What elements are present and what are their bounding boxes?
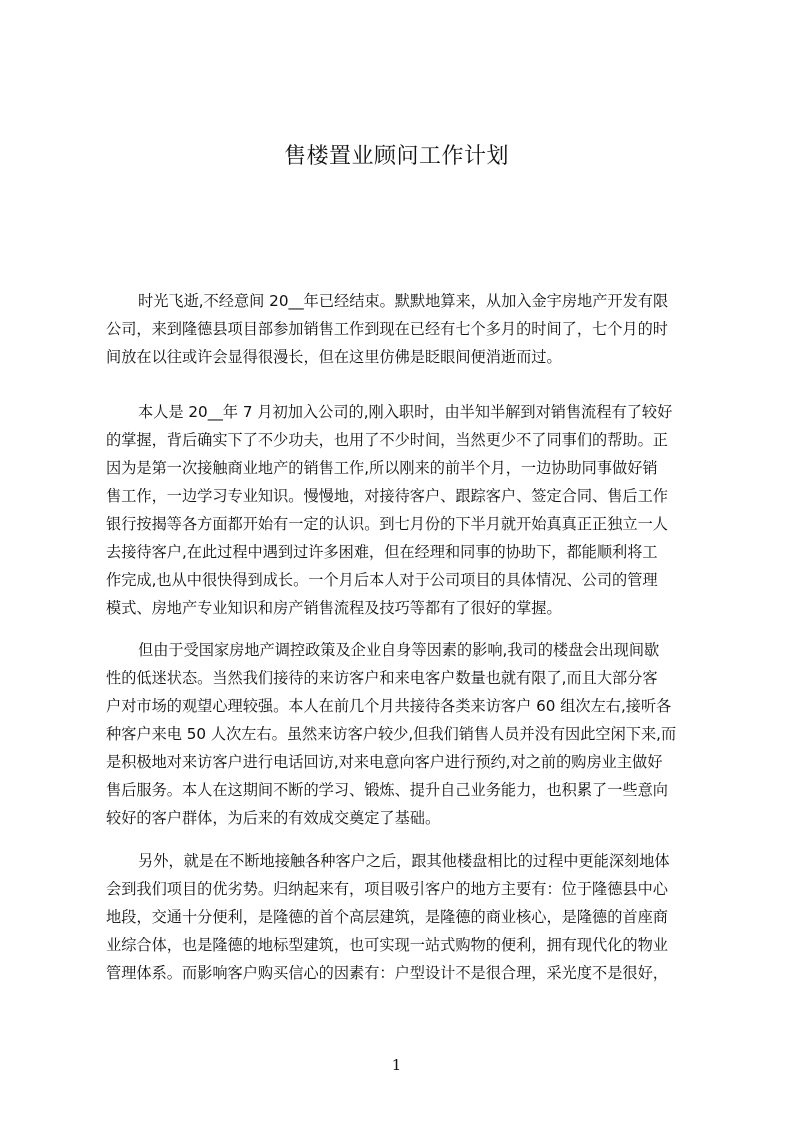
text-line: 会到我们项目的优劣势。归纳起来有，项目吸引客户的地方主要有：位于隆德县中心 [106, 880, 668, 898]
text-line: 间放在以往或许会显得很漫长，但在这里仿佛是眨眼间便消逝而过。 [106, 348, 562, 366]
text-line: 是积极地对来访客户进行电话回访,对来电意向客户进行预约,对之前的购房业主做好 [106, 753, 663, 771]
text-line: 种客户来电 50 人次左右。虽然来访客户较少,但我们销售人员并没有因此空闲下来,而 [106, 725, 677, 743]
text-line: 公司，来到隆德县项目部参加销售工作到现在已经有七个多月的时间了，七个月的时 [106, 320, 668, 338]
text-line: 性的低迷状态。当然我们接待的来访客户和来电客户数量也就有限了,而且大部分客 [106, 669, 658, 687]
text-line: 另外，就是在不断地接触各种客户之后，跟其他楼盘相比的过程中更能深刻地体 [138, 852, 670, 870]
document-title: 售楼置业顾问工作计划 [283, 144, 509, 169]
text-line: 作完成,也从中很快得到成长。一个月后本人对于公司项目的具体情况、公司的管理 [106, 571, 658, 589]
text-line: 业综合体，也是隆德的地标型建筑，也可实现一站式购物的便利，拥有现代化的物业 [106, 936, 668, 954]
text-line: 去接待客户,在此过程中遇到过许多困难，但在经理和同事的协助下，都能顺利将工 [106, 543, 658, 561]
text-line: 较好的客户群体，为后来的有效成交奠定了基础。 [106, 809, 441, 827]
text-line: 时光飞逝,不经意间 20__年已经结束。默默地算来，从加入金宇房地产开发有限 [138, 292, 669, 310]
text-line: 户对市场的观望心理较强。本人在前几个月共接待各类来访客户 60 组次左右,接听各 [106, 697, 672, 715]
page-number: 1 [391, 1056, 402, 1074]
text-line: 模式、房地产专业知识和房产销售流程及技巧等都有了很好的掌握。 [106, 599, 562, 617]
text-line: 售工作，一边学习专业知识。慢慢地，对接待客户、跟踪客户、签定合同、售后工作 [106, 487, 668, 505]
text-line: 售后服务。本人在这期间不断的学习、锻炼、提升自己业务能力，也积累了一些意向 [106, 781, 668, 799]
text-line: 银行按揭等各方面都开始有一定的认识。到七月份的下半月就开始真真正正独立一人 [106, 515, 668, 533]
text-line: 但由于受国家房地产调控政策及企业自身等因素的影响,我司的楼盘会出现间歇 [138, 641, 660, 659]
text-line: 管理体系。而影响客户购买信心的因素有：户型设计不是很合理，采光度不是很好， [106, 964, 668, 982]
text-line: 的掌握，背后确实下了不少功夫，也用了不少时间，当然更少不了同事们的帮助。正 [106, 431, 668, 449]
text-line: 地段，交通十分便利，是隆德的首个高层建筑，是隆德的商业核心，是隆德的首座商 [106, 908, 668, 926]
text-line: 因为是第一次接触商业地产的销售工作,所以刚来的前半个月，一边协助同事做好销 [106, 459, 658, 477]
text-line: 本人是 20__年 7 月初加入公司的,刚入职时，由半知半解到对销售流程有了较好 [138, 403, 673, 421]
